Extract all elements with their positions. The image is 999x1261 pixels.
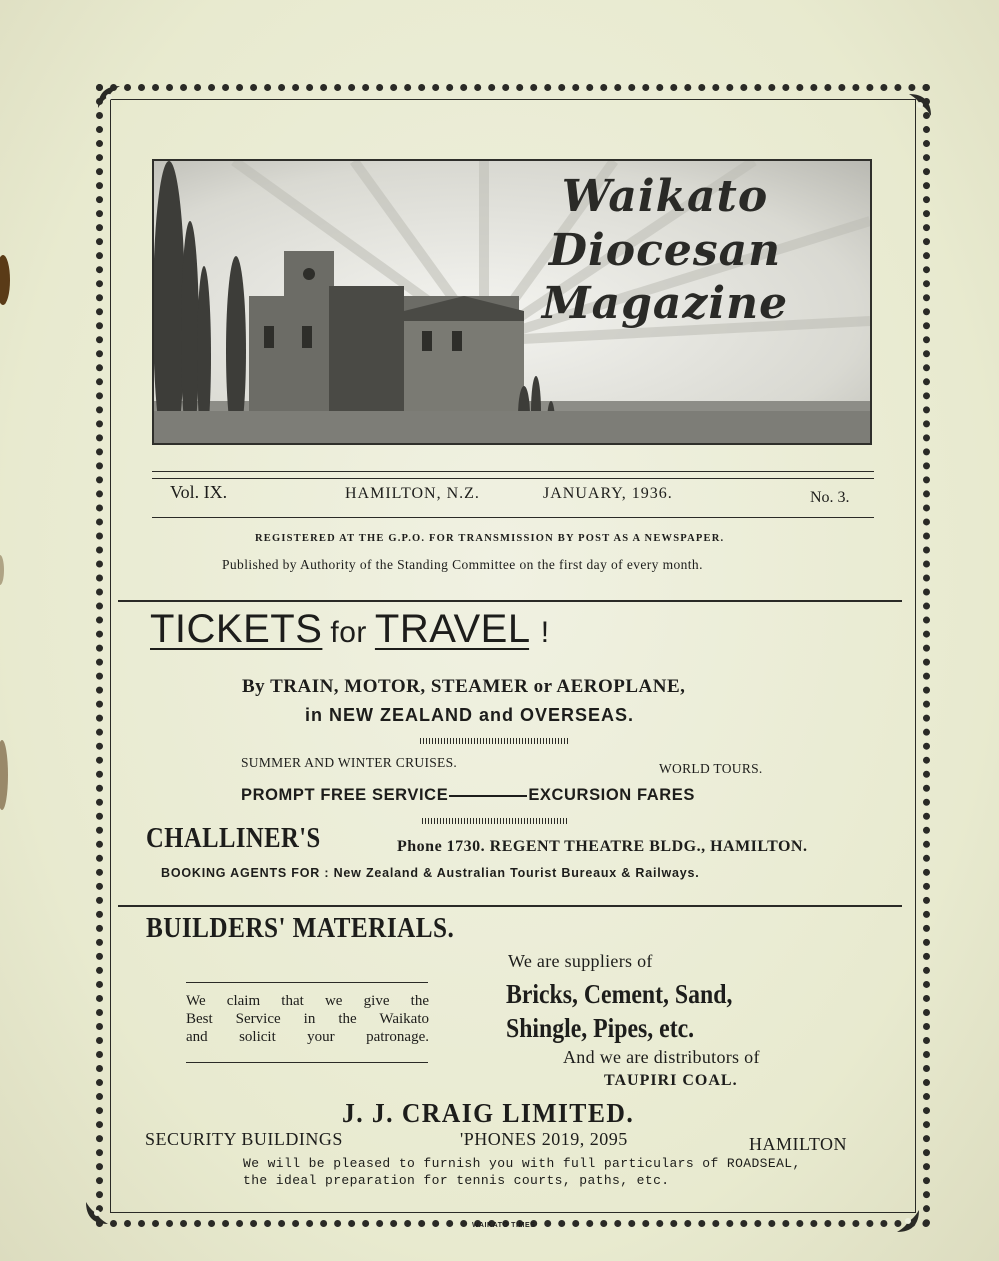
divider bbox=[152, 471, 874, 472]
company-phones: 'PHONES 2019, 2095 bbox=[460, 1129, 628, 1149]
agent-address: Phone 1730. REGENT THEATRE BLDG., HAMILTON. bbox=[397, 838, 808, 855]
claim-line: and solicit your patronage. bbox=[186, 1029, 429, 1045]
distributors-text: And we are distributors of bbox=[563, 1047, 760, 1067]
travel-ad-headline bbox=[150, 607, 550, 652]
company-city: HAMILTON bbox=[749, 1134, 848, 1154]
divider bbox=[186, 1062, 428, 1063]
magazine-title bbox=[470, 170, 860, 331]
suppliers-text: We are suppliers of bbox=[508, 951, 653, 971]
divider bbox=[152, 478, 874, 479]
claim-line: Best Service in the Waikato bbox=[186, 1011, 429, 1027]
products-line: Bricks, Cement, Sand, bbox=[506, 979, 733, 1009]
agent-name: CHALLINER'S bbox=[146, 823, 321, 854]
place-of-publication: HAMILTON, N.Z. bbox=[345, 485, 480, 502]
company-name: J. J. CRAIG LIMITED. bbox=[342, 1098, 635, 1128]
cruises-text: SUMMER AND WINTER CRUISES. bbox=[241, 755, 458, 770]
volume-number: Vol. IX. bbox=[170, 482, 228, 502]
corner-ornament-icon bbox=[895, 1208, 921, 1234]
corner-ornament-icon bbox=[84, 1200, 110, 1226]
publication-notice: Published by Authority of the Standing Committee on the first day of every month. bbox=[222, 557, 703, 572]
roadseal-notice bbox=[243, 1155, 801, 1189]
issue-date: JANUARY, 1936. bbox=[543, 485, 673, 502]
products-line: Shingle, Pipes, etc. bbox=[506, 1013, 695, 1043]
claim-line: We claim that we give the bbox=[186, 993, 429, 1009]
divider bbox=[152, 517, 874, 518]
products-list bbox=[506, 977, 732, 1045]
issue-number: No. 3. bbox=[810, 489, 850, 506]
roadseal-line: the ideal preparation for tennis courts, paths, etc. bbox=[243, 1173, 670, 1188]
company-address: SECURITY BUILDINGS bbox=[145, 1129, 343, 1149]
service-claim bbox=[186, 992, 429, 1046]
corner-ornament-icon bbox=[96, 84, 122, 110]
section-divider bbox=[118, 905, 902, 907]
title-line-3: Magazine bbox=[541, 278, 789, 330]
corner-ornament-icon bbox=[907, 92, 933, 118]
headline-tickets: TICKETS bbox=[150, 607, 323, 651]
title-line-2: Diocesan bbox=[548, 224, 782, 276]
booking-agents: BOOKING AGENTS FOR : New Zealand & Australian Tourist Bureaux & Railways. bbox=[161, 866, 700, 880]
coal-text: TAUPIRI COAL. bbox=[604, 1072, 738, 1089]
prompt-service: PROMPT FREE SERVICE bbox=[241, 786, 449, 804]
travel-modes: By TRAIN, MOTOR, STEAMER or AEROPLANE, bbox=[242, 676, 686, 697]
headline-mark: ! bbox=[540, 616, 550, 649]
roadseal-line: We will be pleased to furnish you with full particulars of ROADSEAL, bbox=[243, 1156, 801, 1171]
registration-notice: REGISTERED AT THE G.P.O. FOR TRANSMISSION BY POST AS A NEWSPAPER. bbox=[255, 533, 725, 544]
world-tours-text: WORLD TOURS. bbox=[659, 761, 763, 776]
excursion-fares: EXCURSION FARES bbox=[528, 786, 696, 804]
ornamental-rule bbox=[422, 818, 568, 824]
section-divider bbox=[118, 600, 902, 602]
ornamental-rule bbox=[420, 738, 568, 744]
dash-rule bbox=[449, 795, 527, 797]
divider bbox=[186, 982, 428, 983]
travel-regions: in NEW ZEALAND and OVERSEAS. bbox=[305, 705, 635, 725]
headline-for: for bbox=[330, 616, 367, 649]
builders-title: BUILDERS' MATERIALS. bbox=[146, 913, 455, 944]
service-line bbox=[241, 786, 695, 805]
printer-credit: WAIKATO TIMES bbox=[472, 1222, 536, 1229]
headline-travel: TRAVEL bbox=[374, 607, 530, 651]
title-line-1: Waikato bbox=[561, 171, 769, 222]
